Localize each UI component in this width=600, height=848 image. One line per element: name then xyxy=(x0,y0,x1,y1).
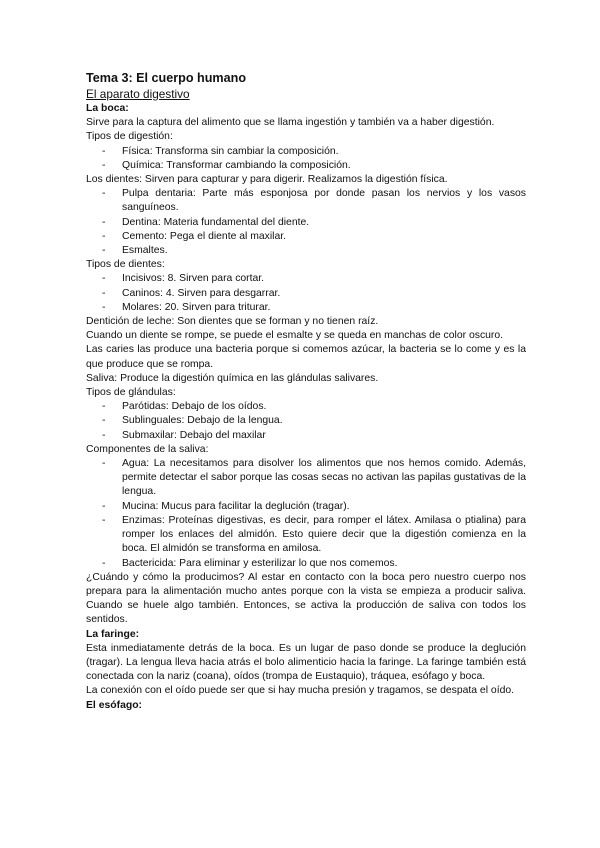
list-item: - Cemento: Pega el diente al maxilar. xyxy=(102,230,287,242)
list-item: - Incisivos: 8. Sirven para cortar. xyxy=(102,273,265,285)
list-item: - Agua: La necesitamos para disolver los alimentos que nos hemos comido. Además, permite detectar el sabor porque las cosas secas no activan las papilas gustativas de la lengua. xyxy=(102,458,526,498)
list-partes-diente xyxy=(86,187,526,258)
label-tipos-dientes: Tipos de dientes: xyxy=(86,259,165,271)
list-item: - Física: Transforma sin cambiar la composición. xyxy=(102,145,339,157)
list-item: - Bactericida: Para eliminar y esterilizar lo que nos comemos. xyxy=(102,557,398,569)
paragraph-boca-intro: Sirve para la captura del alimento que se llama ingestión y también va a haber digestión. xyxy=(86,117,495,129)
section-title: El aparato digestivo xyxy=(86,87,190,101)
paragraph-rompe: Cuando un diente se rompe, se puede el esmalte y se queda en manchas de color oscuro. xyxy=(86,330,504,342)
list-item: - Caninos: 4. Sirven para desgarrar. xyxy=(102,287,281,299)
paragraph-faringe-1: Esta inmediatamente detrás de la boca. Es un lugar de paso donde se produce la deglución (tragar). La lengua lleva hacia atrás el bolo alimenticio hacia la faringe. La faringe también está conectada con la nariz (coana), oídos (trompa de Eustaquio), tráquea, esófago y boca. xyxy=(86,642,526,683)
list-item: - Dentina: Materia fundamental del diente. xyxy=(102,216,310,228)
list-tipos-dientes xyxy=(86,272,526,315)
list-item: - Pulpa dentaria: Parte más esponjosa por donde pasan los nervios y los vasos sanguíneos. xyxy=(102,188,526,214)
list-glandulas xyxy=(86,400,526,443)
list-item: - Sublinguales: Debajo de la lengua. xyxy=(102,415,283,427)
paragraph-saliva: Saliva: Produce la digestión química en las glándulas salivares. xyxy=(86,372,379,384)
label-tipos-digestion: Tipos de digestión: xyxy=(86,131,173,143)
heading-faringe: La faringe: xyxy=(86,628,140,640)
paragraph-caries: Las caries las produce una bacteria porque si comemos azúcar, la bacteria se lo come y es la que produce que se rompa. xyxy=(86,344,526,370)
list-tipos-digestion xyxy=(86,145,526,173)
list-item: - Esmaltes. xyxy=(102,245,168,257)
list-componentes-saliva xyxy=(86,457,526,571)
list-item: - Enzimas: Proteínas digestivas, es decir, para romper el látex. Amilasa o ptialina) para romper los enlaces del almidón. Esto quiere decir que la digestión comienza en la boca. El almidón se transforma en amilosa. xyxy=(102,514,526,555)
heading-esofago: El esófago: xyxy=(86,699,143,711)
paragraph-dientes: Los dientes: Sirven para capturar y para digerir. Realizamos la digestión física. xyxy=(86,174,448,186)
label-tipos-glandulas: Tipos de glándulas: xyxy=(86,387,176,399)
list-item: - Mucina: Mucus para facilitar la deglución (tragar). xyxy=(102,500,350,512)
paragraph-cuando: ¿Cuándo y cómo la producimos? Al estar en contacto con la boca pero nuestro cuerpo nos prepara para la alimentación mucho antes porque con la vista se empieza a producir saliva. Cuando se huele algo también. Entonces, se activa la producción de saliva con todos los sentidos. xyxy=(86,571,526,626)
heading-boca: La boca: xyxy=(86,103,129,114)
paragraph-denticion: Dentición de leche: Son dientes que se forman y no tienen raíz. xyxy=(86,316,379,328)
label-componentes-saliva: Componentes de la saliva: xyxy=(86,443,209,455)
document-title: Tema 3: El cuerpo humano xyxy=(86,71,247,85)
list-item: - Submaxilar: Debajo del maxilar xyxy=(102,429,266,441)
paragraph-faringe-2: La conexión con el oído puede ser que si hay mucha presión y tragamos, se despata el oído. xyxy=(86,685,515,697)
list-item: - Química: Transformar cambiando la composición. xyxy=(102,159,351,171)
list-item: - Molares: 20. Sirven para triturar. xyxy=(102,301,271,313)
list-item: - Parótidas: Debajo de los oídos. xyxy=(102,401,267,413)
